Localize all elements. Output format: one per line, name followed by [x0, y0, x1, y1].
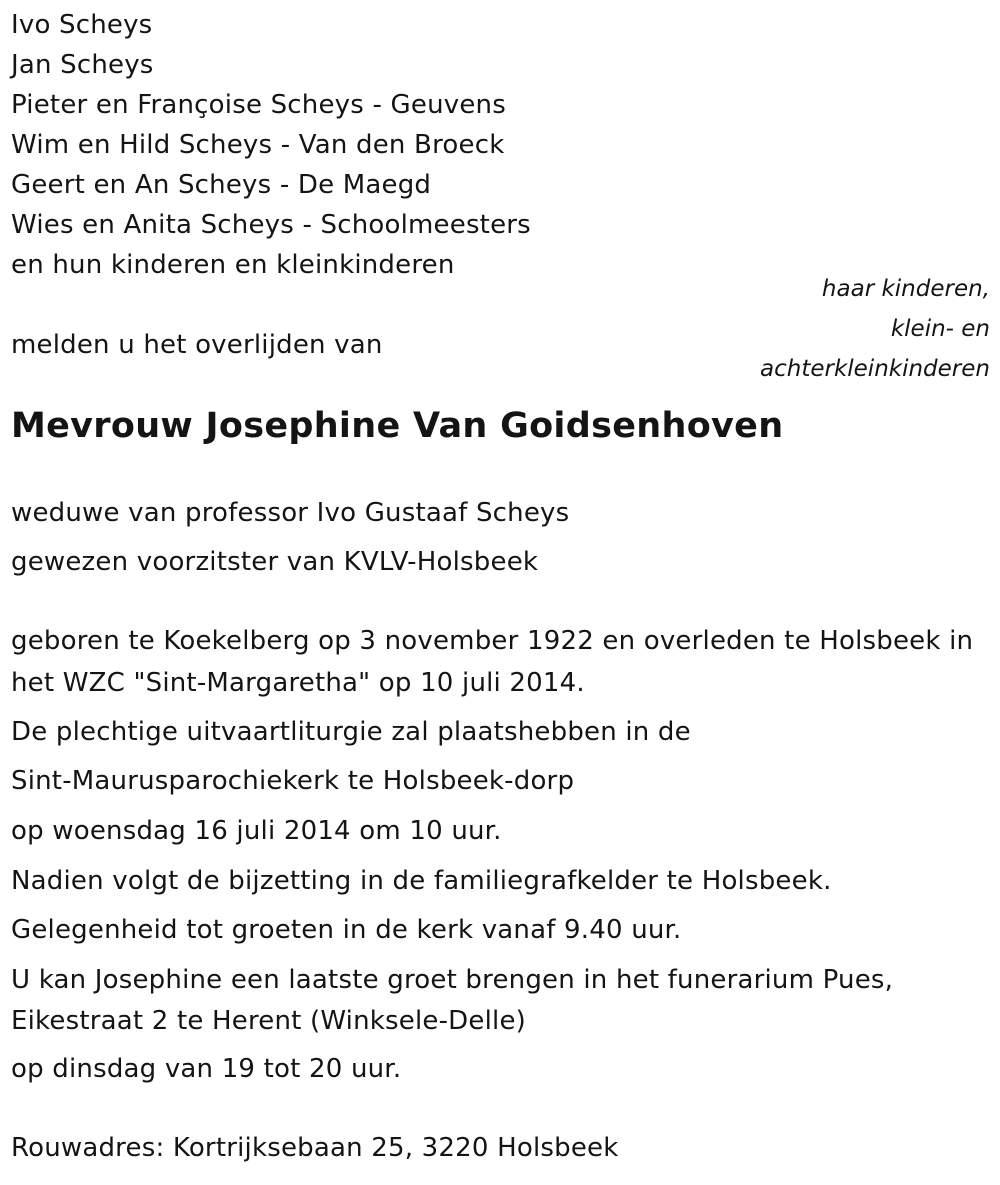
title-line: gewezen voorzitster van KVLV-Holsbeek — [11, 547, 539, 577]
mourning-address: Rouwadres: Kortrijksebaan 25, 3220 Holsbeek — [11, 1133, 619, 1163]
detail-line: het WZC "Sint-Margaretha" op 10 juli 2014. — [11, 668, 585, 698]
detail-line: geboren te Koekelberg op 3 november 1922 en overleden te Holsbeek in — [11, 626, 974, 656]
family-member: Wies en Anita Scheys - Schoolmeesters — [11, 210, 531, 240]
family-member: Geert en An Scheys - De Maegd — [11, 170, 432, 200]
family-member: Ivo Scheys — [11, 10, 153, 40]
announcement: melden u het overlijden van — [11, 330, 383, 360]
relatives-note-line: haar kinderen, — [821, 276, 990, 302]
detail-line: Nadien volgt de bijzetting in de familiegrafkelder te Holsbeek. — [11, 866, 832, 896]
relatives-note-line: klein- en — [890, 316, 990, 342]
detail-line: op woensdag 16 juli 2014 om 10 uur. — [11, 816, 502, 846]
detail-line: Sint-Maurusparochiekerk te Holsbeek-dorp — [11, 766, 575, 796]
deceased-name: Mevrouw Josephine Van Goidsenhoven — [11, 406, 784, 446]
detail-line: Gelegenheid tot groeten in de kerk vanaf 9.40 uur. — [11, 915, 682, 945]
detail-line: U kan Josephine een laatste groet brengen in het funerarium Pues, — [11, 965, 894, 995]
detail-line: op dinsdag van 19 tot 20 uur. — [11, 1054, 402, 1084]
detail-line: Eikestraat 2 te Herent (Winksele-Delle) — [11, 1006, 526, 1036]
family-member: Wim en Hild Scheys - Van den Broeck — [11, 130, 505, 160]
detail-line: De plechtige uitvaartliturgie zal plaatshebben in de — [11, 717, 691, 747]
family-member: en hun kinderen en kleinkinderen — [11, 250, 455, 280]
family-member: Pieter en Françoise Scheys - Geuvens — [11, 90, 506, 120]
relatives-note-line: achterkleinkinderen — [760, 356, 990, 382]
title-line: weduwe van professor Ivo Gustaaf Scheys — [11, 498, 570, 528]
family-member: Jan Scheys — [11, 50, 154, 80]
